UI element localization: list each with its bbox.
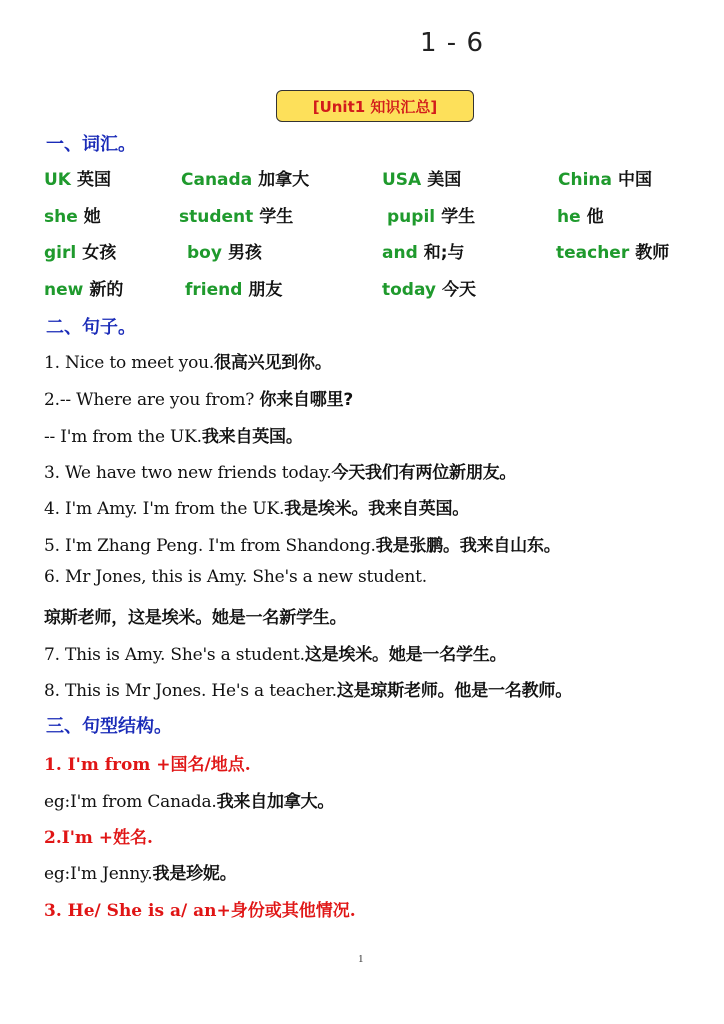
vocab-item	[44, 275, 123, 300]
vocab-item	[181, 165, 309, 190]
vocab-item	[44, 165, 111, 190]
vocab-word-zh: 她	[83, 207, 101, 227]
pattern-rule: 1. I'm from +国名/地点.	[44, 755, 251, 775]
sentence-zh: 这是琼斯老师。他是一名教师。	[336, 681, 573, 701]
vocab-word-en: he	[557, 207, 581, 227]
page-number: 1	[358, 953, 364, 965]
vocab-word-en: new	[44, 280, 84, 300]
pattern-example	[44, 859, 237, 884]
vocab-word-en: boy	[187, 243, 222, 263]
vocab-item	[382, 238, 465, 263]
sentence-zh: 这是埃米。她是一名学生。	[304, 645, 507, 665]
vocab-word-en: friend	[185, 280, 243, 300]
sentence-line	[44, 676, 572, 701]
vocab-word-zh: 中国	[617, 170, 652, 190]
vocab-word-en: USA	[382, 170, 422, 190]
vocab-word-zh: 朋友	[248, 280, 283, 300]
vocab-word-en: and	[382, 243, 418, 263]
sentence-line	[44, 640, 506, 665]
vocab-word-zh: 学生	[441, 207, 476, 227]
vocab-item	[382, 165, 461, 190]
sentence-line	[44, 385, 353, 410]
sentence-line	[44, 531, 561, 556]
vocab-word-zh: 和;与	[423, 243, 465, 263]
vocab-row	[0, 238, 724, 268]
example-zh: 我来自加拿大。	[216, 792, 335, 812]
sentence-zh: 很高兴见到你。	[214, 353, 332, 373]
patterns-heading: 三、句型结构。	[46, 716, 172, 737]
sentence-en: 8. This is Mr Jones. He's a teacher.	[44, 681, 337, 701]
pattern-rule: 3. He/ She is a/ an+身份或其他情况.	[44, 901, 356, 921]
vocab-item	[382, 275, 476, 300]
vocab-word-en: pupil	[387, 207, 436, 227]
sentences-heading: 二、句子。	[46, 317, 136, 338]
sentence-line	[44, 422, 303, 447]
sentence-en: 6. Mr Jones, this is Amy. She's a new student.	[44, 567, 428, 587]
sentence-en: 4. I'm Amy. I'm from the UK.	[44, 499, 285, 519]
vocab-word-en: teacher	[556, 243, 630, 263]
sentence-en: 1. Nice to meet you.	[44, 353, 215, 373]
sentence-en: 7. This is Amy. She's a student.	[44, 645, 305, 665]
vocab-item	[387, 202, 475, 227]
vocab-item	[187, 238, 262, 263]
vocab-row	[0, 165, 724, 195]
vocab-word-zh: 教师	[635, 243, 670, 263]
vocab-item	[557, 202, 604, 227]
sentence-en: 3. We have two new friends today.	[44, 463, 332, 483]
sentence-en: -- I'm from the UK.	[44, 427, 202, 447]
vocab-row	[0, 202, 724, 232]
sentence-line	[44, 348, 332, 373]
sentence-line	[44, 567, 427, 587]
vocab-word-zh: 美国	[427, 170, 462, 190]
sentence-zh: 我是张鹏。我来自山东。	[375, 536, 561, 556]
vocab-word-zh: 英国	[76, 170, 111, 190]
vocab-heading: 一、词汇。	[46, 134, 136, 155]
sentence-en: 2.-- Where are you from?	[44, 390, 260, 410]
vocab-item	[44, 202, 101, 227]
example-en: eg:I'm from Canada.	[44, 792, 217, 812]
vocab-word-zh: 今天	[442, 280, 477, 300]
vocab-word-en: today	[382, 280, 437, 300]
sentence-zh: 你来自哪里?	[259, 390, 354, 410]
vocab-word-en: China	[558, 170, 612, 190]
sentence-line	[44, 458, 516, 483]
vocab-word-zh: 女孩	[82, 243, 117, 263]
vocab-word-zh: 他	[586, 207, 604, 227]
pattern-rule: 2.I'm +姓名.	[44, 828, 153, 848]
vocab-word-zh: 新的	[89, 280, 124, 300]
sentence-line	[44, 603, 346, 628]
vocab-item	[556, 238, 669, 263]
vocab-item	[558, 165, 652, 190]
sentence-zh: 今天我们有两位新朋友。	[331, 463, 517, 483]
example-en: eg:I'm Jenny.	[44, 864, 153, 884]
page-range-header: 1 - 6	[420, 28, 484, 58]
vocab-row	[0, 275, 724, 305]
sentence-line	[44, 494, 469, 519]
vocab-word-en: student	[179, 207, 254, 227]
pattern-example	[44, 787, 334, 812]
sentence-zh: 我是埃米。我来自英国。	[284, 499, 470, 519]
vocab-word-en: Canada	[181, 170, 253, 190]
vocab-item	[185, 275, 282, 300]
example-zh: 我是珍妮。	[152, 864, 237, 884]
sentence-en: 5. I'm Zhang Peng. I'm from Shandong.	[44, 536, 376, 556]
vocab-item	[44, 238, 116, 263]
vocab-word-zh: 男孩	[227, 243, 262, 263]
vocab-word-zh: 加拿大	[258, 170, 310, 190]
vocab-item	[179, 202, 293, 227]
vocab-word-zh: 学生	[259, 207, 294, 227]
unit-title-box: [Unit1 知识汇总]	[276, 90, 474, 122]
sentence-zh: 琼斯老师，这是埃米。她是一名新学生。	[44, 608, 347, 628]
vocab-word-en: she	[44, 207, 78, 227]
vocab-word-en: girl	[44, 243, 77, 263]
sentence-zh: 我来自英国。	[201, 427, 303, 447]
vocab-word-en: UK	[44, 170, 71, 190]
